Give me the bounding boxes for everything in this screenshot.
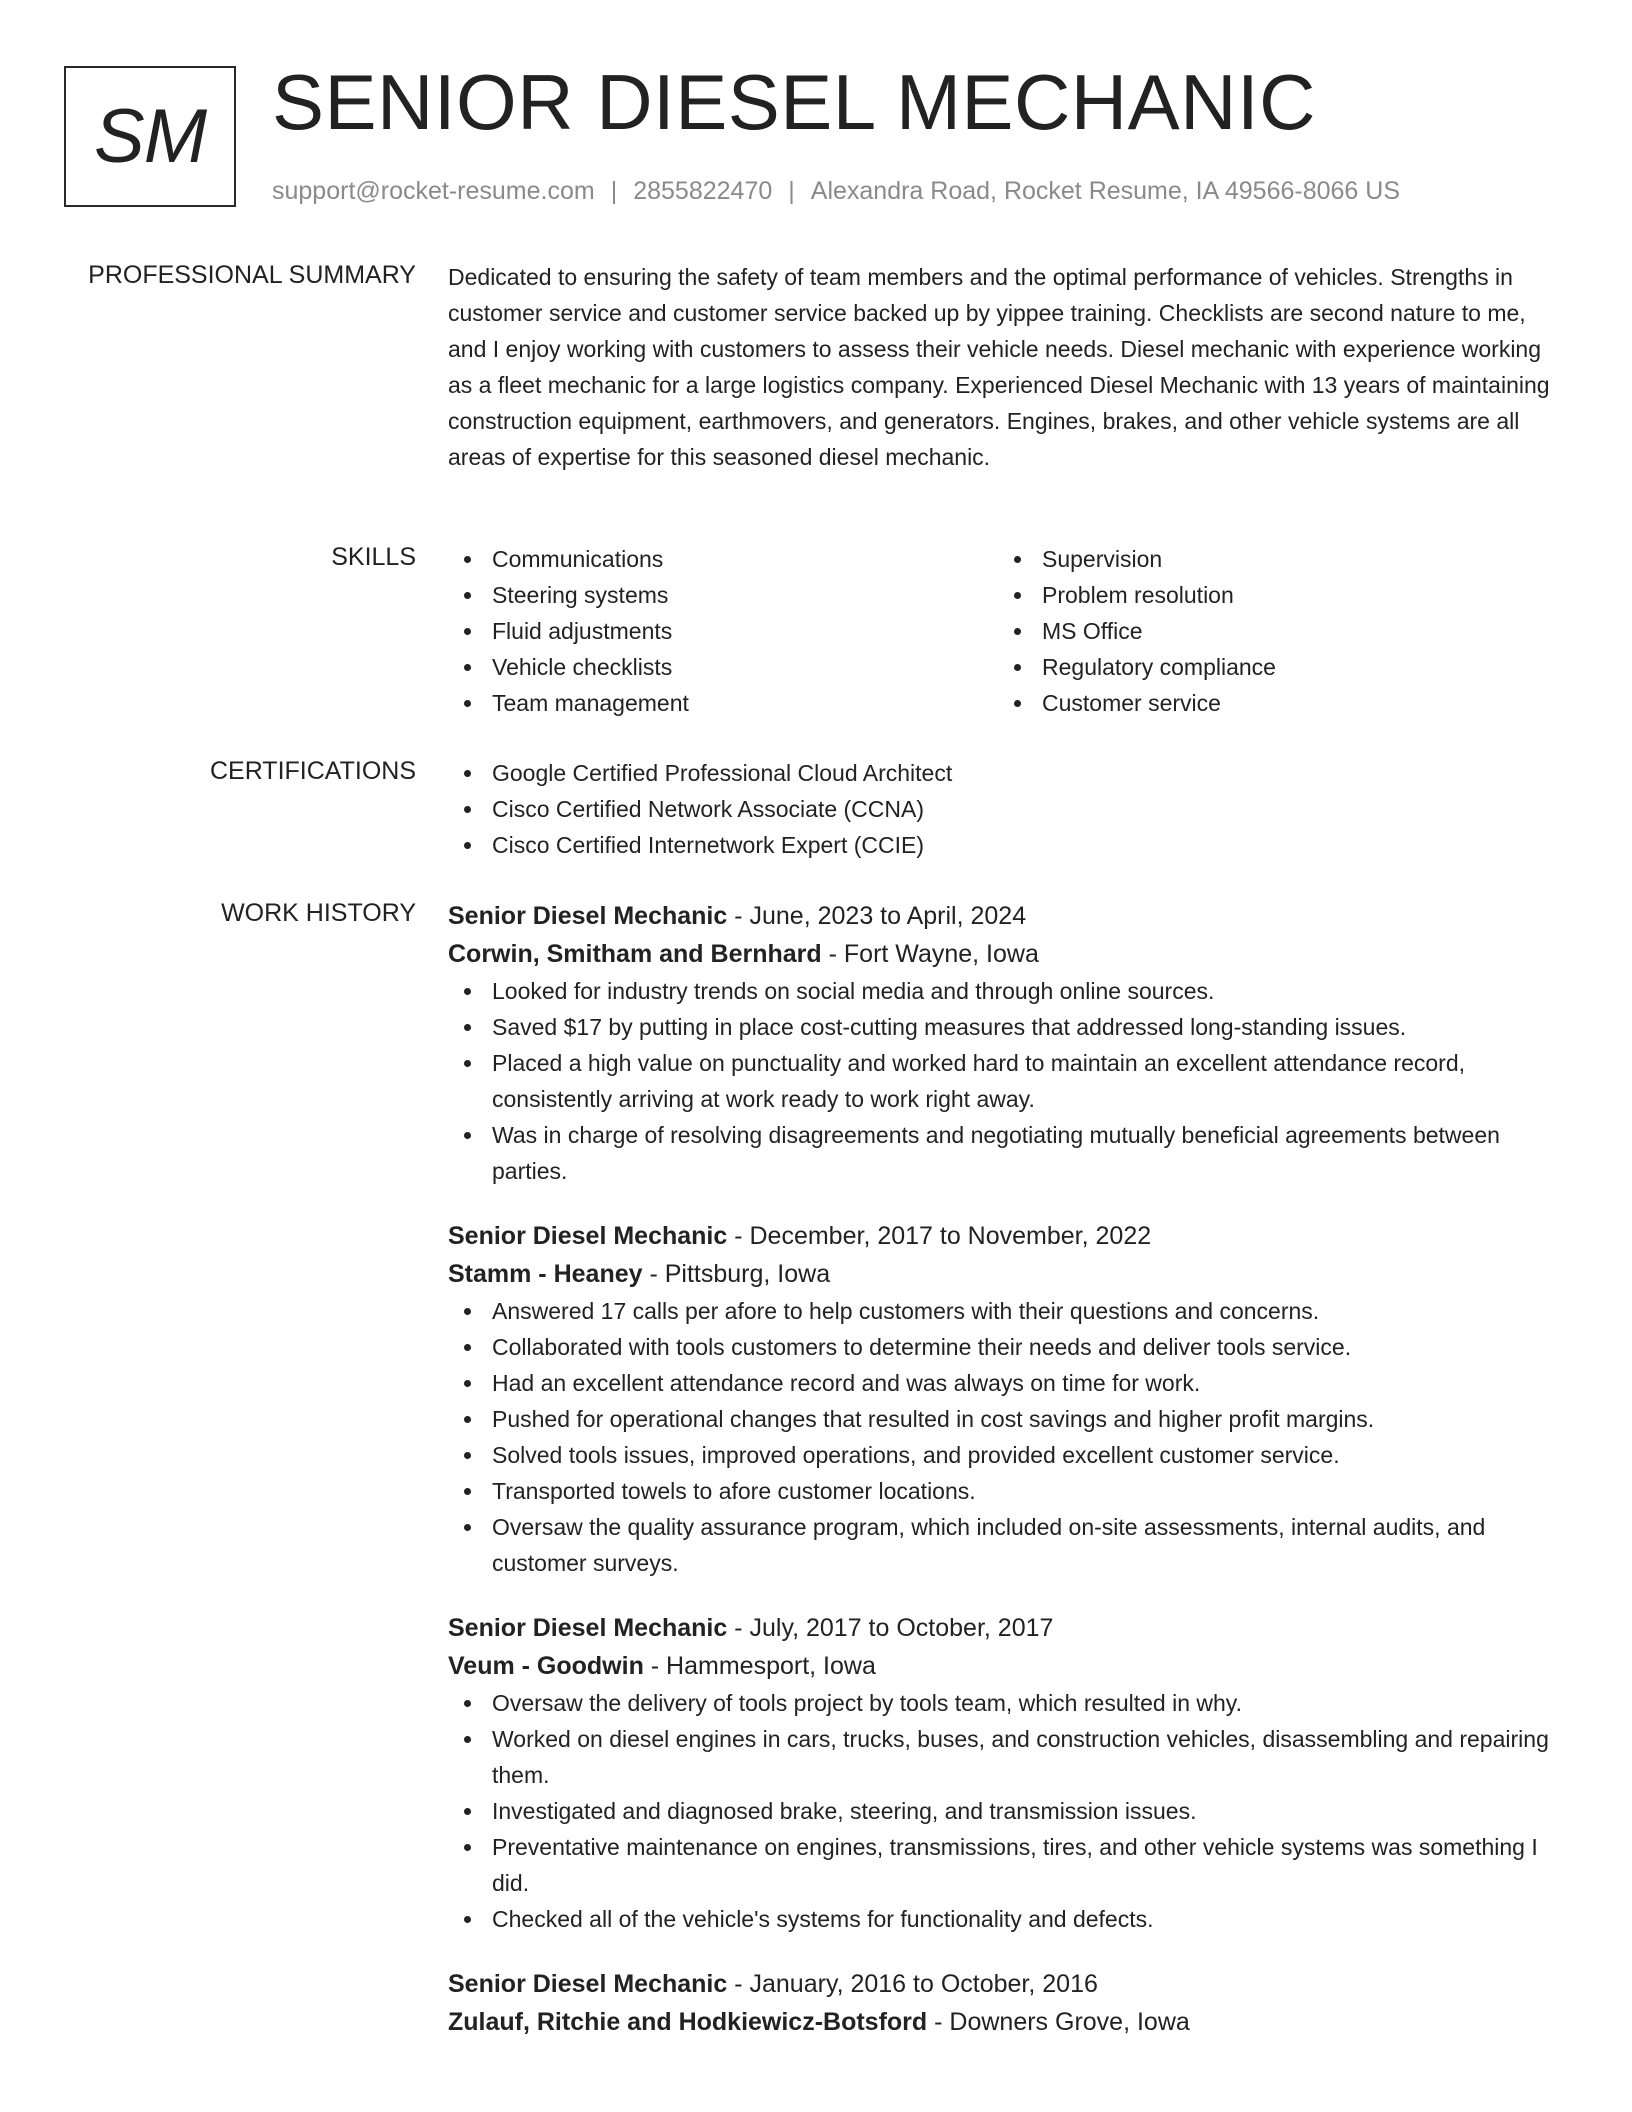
resume-title: SENIOR DIESEL MECHANIC: [272, 58, 1316, 146]
skills-column-right: [998, 541, 1548, 721]
section-heading-summary: PROFESSIONAL SUMMARY: [88, 261, 416, 289]
contact-phone[interactable]: 2855822470: [633, 177, 773, 205]
job-company-line: [448, 1255, 1568, 1293]
list-item: Customer service: [998, 685, 1548, 721]
skills-column-left: [448, 541, 998, 721]
job-title: Senior Diesel Mechanic: [448, 1222, 728, 1250]
monogram-logo: SM: [64, 66, 236, 207]
job-bullet: Oversaw the delivery of tools project by tools team, which resulted in why.: [448, 1685, 1568, 1721]
job-dates: - July, 2017 to October, 2017: [727, 1614, 1054, 1642]
job-title-line: [448, 1965, 1568, 2003]
job-title: Senior Diesel Mechanic: [448, 1614, 728, 1642]
work-history-body: [448, 897, 1568, 2041]
list-item: Google Certified Professional Cloud Architect: [448, 755, 1568, 791]
job-entry: [448, 1609, 1568, 1937]
job-company-line: [448, 935, 1568, 973]
list-item: Communications: [448, 541, 998, 577]
job-company: Corwin, Smitham and Bernhard: [448, 940, 822, 968]
job-bullet: Answered 17 calls per afore to help customers with their questions and concerns.: [448, 1293, 1568, 1329]
section-heading-work-history: WORK HISTORY: [221, 899, 416, 927]
certifications-body: [448, 755, 1568, 863]
job-bullet: Had an excellent attendance record and was always on time for work.: [448, 1365, 1568, 1401]
job-bullet: Preventative maintenance on engines, transmissions, tires, and other vehicle systems was something I did.: [448, 1829, 1568, 1901]
job-bullet: Placed a high value on punctuality and worked hard to maintain an excellent attendance record, consistently arriving at work ready to work right away.: [448, 1045, 1568, 1117]
summary-body: [448, 259, 1568, 475]
job-bullet: Oversaw the quality assurance program, which included on-site assessments, internal audits, and customer surveys.: [448, 1509, 1568, 1581]
job-bullet: Saved $17 by putting in place cost-cutting measures that addressed long-standing issues.: [448, 1009, 1568, 1045]
job-title-line: [448, 1217, 1568, 1255]
section-heading-certifications: CERTIFICATIONS: [209, 757, 416, 785]
job-location: - Fort Wayne, Iowa: [821, 940, 1039, 968]
list-item: Fluid adjustments: [448, 613, 998, 649]
contact-email[interactable]: support@rocket-resume.com: [272, 177, 595, 205]
job-title: Senior Diesel Mechanic: [448, 1970, 728, 1998]
job-company: Zulauf, Ritchie and Hodkiewicz-Botsford: [448, 2008, 928, 2036]
job-entry: [448, 897, 1568, 1189]
list-item: Cisco Certified Network Associate (CCNA): [448, 791, 1568, 827]
contact-separator: |: [788, 177, 795, 205]
job-bullet: Was in charge of resolving disagreements and negotiating mutually beneficial agreements between parties.: [448, 1117, 1568, 1189]
certifications-list: [448, 755, 1568, 863]
job-bullet: Collaborated with tools customers to determine their needs and deliver tools service.: [448, 1329, 1568, 1365]
job-location: - Downers Grove, Iowa: [927, 2008, 1190, 2036]
section-heading-skills: SKILLS: [331, 543, 416, 571]
job-dates: - December, 2017 to November, 2022: [727, 1222, 1152, 1250]
list-item: Steering systems: [448, 577, 998, 613]
job-title-line: [448, 1609, 1568, 1647]
job-bullet: Checked all of the vehicle's systems for functionality and defects.: [448, 1901, 1568, 1937]
job-company-line: [448, 1647, 1568, 1685]
job-bullets: [448, 973, 1568, 1189]
list-item: Vehicle checklists: [448, 649, 998, 685]
skills-body: [448, 541, 1568, 721]
job-location: - Pittsburg, Iowa: [642, 1260, 831, 1288]
job-company: Veum - Goodwin: [448, 1652, 644, 1680]
list-item: Team management: [448, 685, 998, 721]
job-location: - Hammesport, Iowa: [643, 1652, 876, 1680]
job-title-line: [448, 897, 1568, 935]
job-bullets: [448, 1293, 1568, 1581]
job-dates: - June, 2023 to April, 2024: [727, 902, 1027, 930]
contact-separator: |: [610, 177, 618, 205]
list-item: Problem resolution: [998, 577, 1548, 613]
list-item: MS Office: [998, 613, 1548, 649]
job-bullet: Looked for industry trends on social media and through online sources.: [448, 973, 1568, 1009]
job-bullet: Solved tools issues, improved operations, and provided excellent customer service.: [448, 1437, 1568, 1473]
job-bullet: Transported towels to afore customer locations.: [448, 1473, 1568, 1509]
job-bullet: Investigated and diagnosed brake, steering, and transmission issues.: [448, 1793, 1568, 1829]
contact-address: Alexandra Road, Rocket Resume, IA 49566-8066 US: [810, 177, 1400, 205]
summary-text: Dedicated to ensuring the safety of team members and the optimal performance of vehicles. Strengths in customer service and customer service backed up by yippee training. Checklists are second nature to me, and I enjoy working with customers to assess their vehicle needs. Diesel mechanic with experience working as a fleet mechanic for a large logistics company. Experienced Diesel Mechanic with 13 years of maintaining construction equipment, earthmovers, and generators. Engines, brakes, and other vehicle systems are all areas of expertise for this seasoned diesel mechanic.: [448, 264, 1550, 470]
job-company: Stamm - Heaney: [448, 1260, 643, 1288]
job-title: Senior Diesel Mechanic: [448, 902, 728, 930]
list-item: Supervision: [998, 541, 1548, 577]
contact-line: [272, 175, 1400, 207]
list-item: Regulatory compliance: [998, 649, 1548, 685]
job-company-line: [448, 2003, 1568, 2041]
job-entry: [448, 1217, 1568, 1581]
list-item: Cisco Certified Internetwork Expert (CCIE): [448, 827, 1568, 863]
job-bullets: [448, 1685, 1568, 1937]
job-dates: - January, 2016 to October, 2016: [727, 1970, 1098, 1998]
job-bullet: Worked on diesel engines in cars, trucks, buses, and construction vehicles, disassembling and repairing them.: [448, 1721, 1568, 1793]
job-bullet: Pushed for operational changes that resulted in cost savings and higher profit margins.: [448, 1401, 1568, 1437]
job-entry: [448, 1965, 1568, 2041]
